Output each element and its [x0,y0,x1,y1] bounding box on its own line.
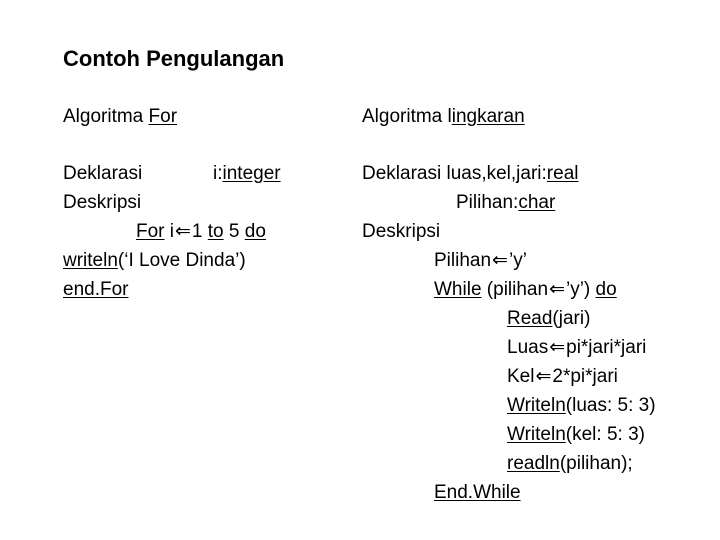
left-heading [63,102,177,131]
right-decl-line [362,159,578,188]
to-keyword: to [207,221,224,242]
left-endfor: end.For [63,279,129,300]
right-pilihan-decl [456,188,555,217]
right-luas-line [507,333,646,362]
assign-arrow-icon: ⇐ [492,250,508,271]
left-desc-label: Deskripsi [63,192,142,213]
right-writeln1-line [507,391,656,420]
right-decl-type-real: real [546,163,579,184]
read-keyword: Read [507,308,553,329]
for-end: 5 [223,221,245,242]
right-kel-line [507,362,618,391]
kel-var: Kel [507,366,535,387]
writeln1-keyword: Writeln [507,395,566,416]
while-keyword: While [434,279,482,300]
right-heading-underlined: ingkaran [451,106,525,127]
writeln-args: (‘I Love Dinda’) [117,250,246,271]
right-writeln2-line [507,420,645,449]
kel-expr: 2*pi*jari [552,366,618,387]
assign-var: Pilihan [434,250,492,271]
left-heading-keyword: For [148,106,178,127]
luas-arrow-icon: ⇐ [549,337,566,358]
read-args: (jari) [552,308,591,329]
while-arrow-icon: ⇐ [549,279,565,300]
luas-var: Luas [507,337,549,358]
left-writeln-line [63,246,246,275]
kel-arrow-icon: ⇐ [535,366,552,387]
writeln2-keyword: Writeln [507,424,566,445]
luas-expr: pi*jari*jari [566,337,647,358]
right-while-line [434,275,617,304]
assign-val: ’y’ [508,250,527,271]
right-heading [362,102,525,131]
left-decl-label: Deklarasi [63,163,143,184]
writeln2-args: (kel: 5: 3) [565,424,645,445]
right-decl-type-char: char [518,192,556,213]
right-read-line [507,304,590,333]
writeln1-args: (luas: 5: 3) [565,395,656,416]
for-keyword: For [136,221,165,242]
left-decl-value [213,159,281,188]
slide-title: Contoh Pengulangan [63,46,285,71]
for-start: 1 [191,221,208,242]
left-for-line [136,217,266,246]
left-decl-var: i: [213,163,223,184]
do-keyword: do [244,221,266,242]
pilihan-prefix: Pilihan: [456,192,519,213]
right-heading-prefix: Algoritma l [362,106,452,127]
readln-args: (pilihan); [559,453,633,474]
writeln-keyword: writeln [63,250,118,271]
right-desc-label: Deskripsi [362,221,441,242]
while-do: do [595,279,617,300]
for-var: i [164,221,174,242]
right-endwhile: End.While [434,482,521,503]
right-readln-line [507,449,633,478]
while-cond-prefix: (pilihan [481,279,549,300]
left-heading-prefix: Algoritma [63,106,149,127]
left-decl-type: integer [222,163,281,184]
left-arrow-icon: ⇐ [175,221,191,242]
while-cond-suffix: ’y’) [565,279,596,300]
right-assign-line [434,246,527,275]
readln-keyword: readln [507,453,560,474]
right-decl-prefix: Deklarasi luas,kel,jari: [362,163,547,184]
